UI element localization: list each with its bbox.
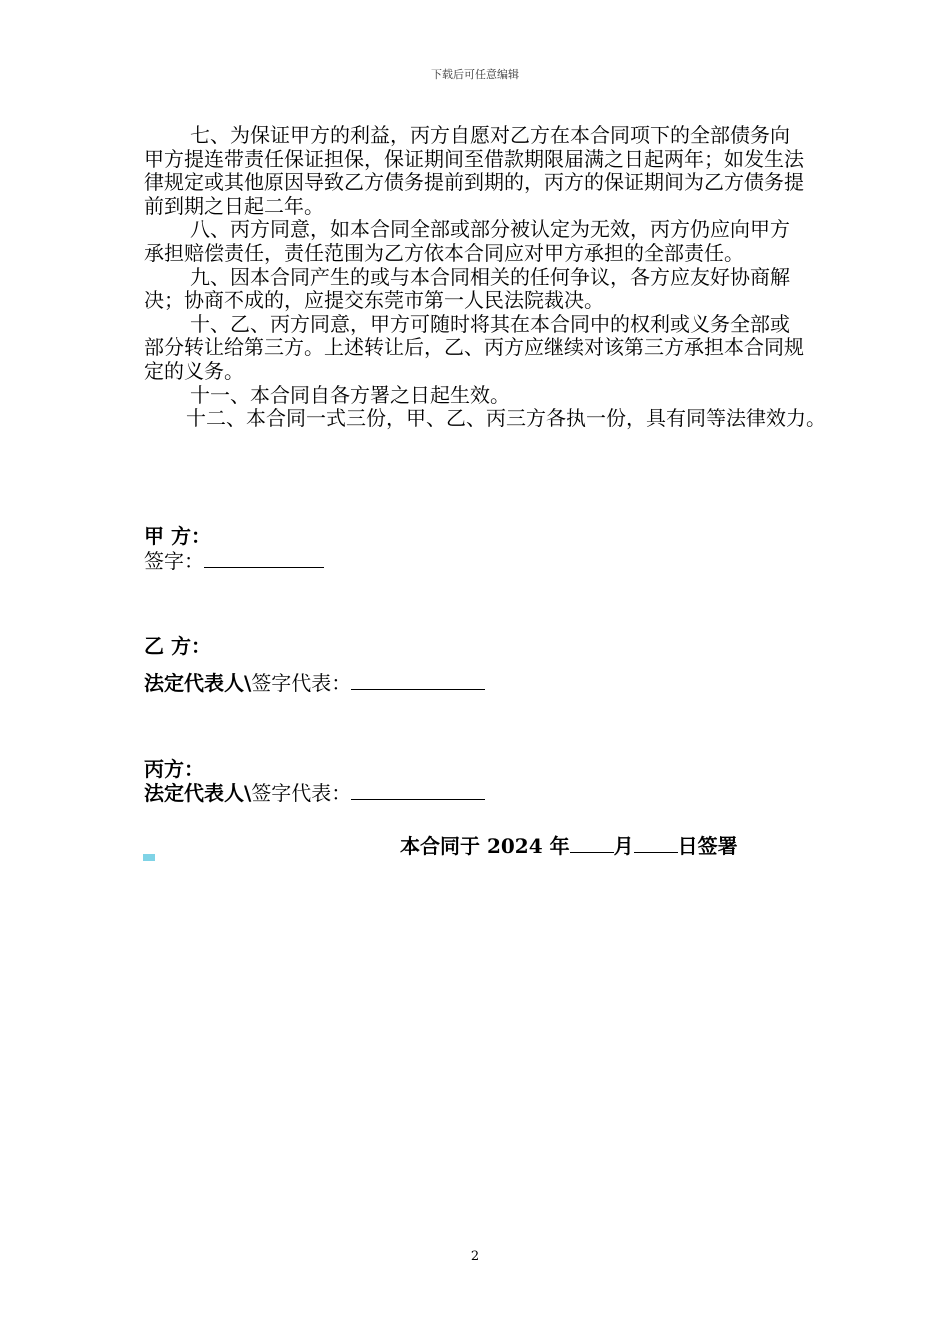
party-c-rep-label: 法定代表人\ <box>144 781 252 805</box>
signing-date-line <box>400 830 738 859</box>
clause-9: 九、因本合同产生的或与本合同相关的任何争议，各方应友好协商解决；协商不成的，应提交东莞市第一人民法院裁决。 <box>144 264 790 313</box>
clause-8: 八、丙方同意，如本合同全部或部分被认定为无效，丙方仍应向甲方承担赔偿责任，责任范围为乙方依本合同应对甲方承担的全部责任。 <box>144 217 790 265</box>
page-number: 2 <box>470 1249 480 1264</box>
party-a-label: 甲 方： <box>144 524 211 548</box>
signing-date-suffix: 日签署 <box>677 834 738 858</box>
party-c-sign-label: 签字代表： <box>251 781 352 805</box>
party-a-sign-label: 签字： <box>144 549 204 573</box>
signing-date-month: 月 <box>613 834 634 858</box>
party-b-sign-label: 签字代表： <box>251 671 352 695</box>
party-c-label: 丙方： <box>144 757 204 781</box>
party-a-signature-field[interactable] <box>204 549 324 568</box>
day-blank[interactable] <box>634 834 678 853</box>
signing-date-prefix: 本合同于 2024 年 <box>400 834 570 858</box>
party-b-label: 乙 方： <box>144 634 211 658</box>
clause-11: 十一、本合同自各方署之日起生效。 <box>190 382 510 407</box>
party-b-signature-field[interactable] <box>351 671 485 690</box>
clause-12: 十二、本合同一式三份，甲、乙、丙三方各执一份，具有同等法律效力。 <box>186 406 826 431</box>
clause-10: 十、乙、丙方同意，甲方可随时将其在本合同中的权利或义务全部或部分转让给第三方。上述转让后，乙、丙方应继续对该第三方承担本合同规定的义务。 <box>144 311 804 383</box>
contract-clauses <box>144 124 854 431</box>
highlight-marker <box>143 854 155 861</box>
party-b-rep-label: 法定代表人\ <box>144 671 252 695</box>
party-c-signature-line <box>144 781 485 805</box>
party-b-signature-line <box>144 671 485 695</box>
clause-7: 七、为保证甲方的利益，丙方自愿对乙方在本合同项下的全部债务向甲方提连带责任保证担保，保证期间至借款期限届满之日起两年；如发生法律规定或其他原因导致乙方债务提前到期的，丙方的保证期间为乙方债务提前到期之日起二年。 <box>144 123 804 218</box>
month-blank[interactable] <box>570 834 614 853</box>
header-note: 下载后可任意编辑 <box>431 68 519 81</box>
party-c-signature-field[interactable] <box>351 781 485 800</box>
party-a-signature-line <box>144 549 324 573</box>
